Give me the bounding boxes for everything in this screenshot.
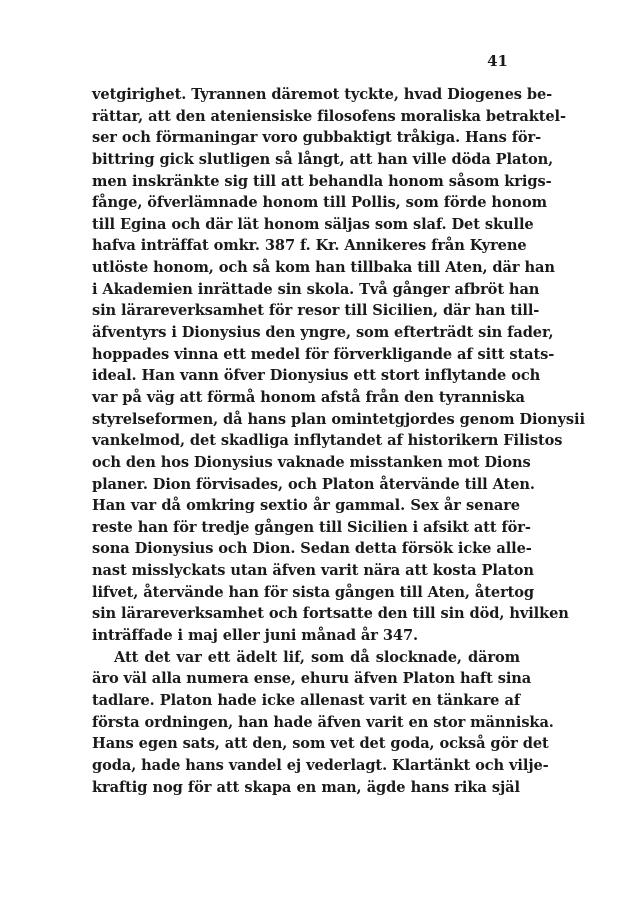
paragraph-start-line: Att det var ett ädelt lif, som då slocknade, därom bbox=[114, 648, 520, 666]
text-line: sin lärareverksamhet och fortsatte den till sin död, hvilken bbox=[92, 605, 569, 623]
text-line: ser och förmaningar voro gubbaktigt tråkiga. Hans för- bbox=[92, 129, 542, 147]
text-line: fånge, öfverlämnade honom till Pollis, som förde honom bbox=[92, 194, 548, 212]
text-line: Hans egen sats, att den, som vet det goda, också gör det bbox=[92, 735, 549, 753]
text-line: kraftig nog för att skapa en man, ägde hans rika själ bbox=[92, 778, 520, 796]
text-line: men inskränkte sig till att behandla honom såsom krigs- bbox=[92, 172, 552, 190]
text-line: till Egina och där lät honom säljas som slaf. Det skulle bbox=[92, 215, 534, 233]
text-line: äro väl alla numera ense, ehuru äfven Platon haft sina bbox=[92, 670, 532, 688]
text-line: sin lärareverksamhet för resor till Sicilien, där han till- bbox=[92, 302, 540, 320]
text-line: utlöste honom, och så kom han tillbaka till Aten, där han bbox=[92, 259, 555, 277]
text-line: hafva inträffat omkr. 387 f. Kr. Annikeres från Kyrene bbox=[92, 237, 527, 255]
text-line: tadlare. Platon hade icke allenast varit en tänkare af bbox=[92, 691, 520, 709]
paragraph-end-line: inträffade i maj eller juni månad år 347. bbox=[92, 627, 418, 645]
text-line: första ordningen, han hade äfven varit en stor människa. bbox=[92, 713, 554, 731]
text-line: lifvet, återvände han för sista gången till Aten, återtog bbox=[92, 583, 535, 601]
text-line: reste han för tredje gången till Sicilien i afsikt att för- bbox=[92, 518, 531, 536]
text-line: och den hos Dionysius vaknade misstanken mot Dions bbox=[92, 453, 531, 471]
text-line: goda, hade hans vandel ej vederlagt. Klartänkt och vilje- bbox=[92, 756, 549, 774]
text-line: sona Dionysius och Dion. Sedan detta försök icke alle- bbox=[92, 540, 532, 558]
text-line: ideal. Han vann öfver Dionysius ett stort inflytande och bbox=[92, 367, 541, 385]
text-line: planer. Dion förvisades, och Platon återvände till Aten. bbox=[92, 475, 535, 493]
text-line: var på väg att förmå honom afstå från den tyranniska bbox=[92, 388, 525, 406]
text-line: bittring gick slutligen så långt, att han ville döda Platon, bbox=[92, 150, 554, 168]
text-line: vetgirighet. Tyrannen däremot tyckte, hvad Diogenes be- bbox=[92, 86, 553, 103]
text-line: hoppades vinna ett medel för förverkligande af sitt stats- bbox=[92, 345, 555, 363]
text-line: vankelmod, det skadliga inflytandet af historikern Filistos bbox=[92, 432, 563, 450]
page-number: 41 bbox=[487, 52, 508, 70]
text-line: äfventyrs i Dionysius den yngre, som efterträdt sin fader, bbox=[92, 324, 554, 342]
body-text bbox=[92, 84, 585, 798]
text-line: styrelseformen, då hans plan omintetgjordes genom Dionysii bbox=[92, 410, 585, 428]
text-line: i Akademien inrättade sin skola. Två gånger afbröt han bbox=[92, 280, 540, 298]
text-line: nast misslyckats utan äfven varit nära att kosta Platon bbox=[92, 562, 534, 580]
text-line: rättar, att den ateniensiske filosofens moraliska betraktel- bbox=[92, 107, 566, 125]
text-line: Han var då omkring sextio år gammal. Sex år senare bbox=[92, 497, 520, 515]
